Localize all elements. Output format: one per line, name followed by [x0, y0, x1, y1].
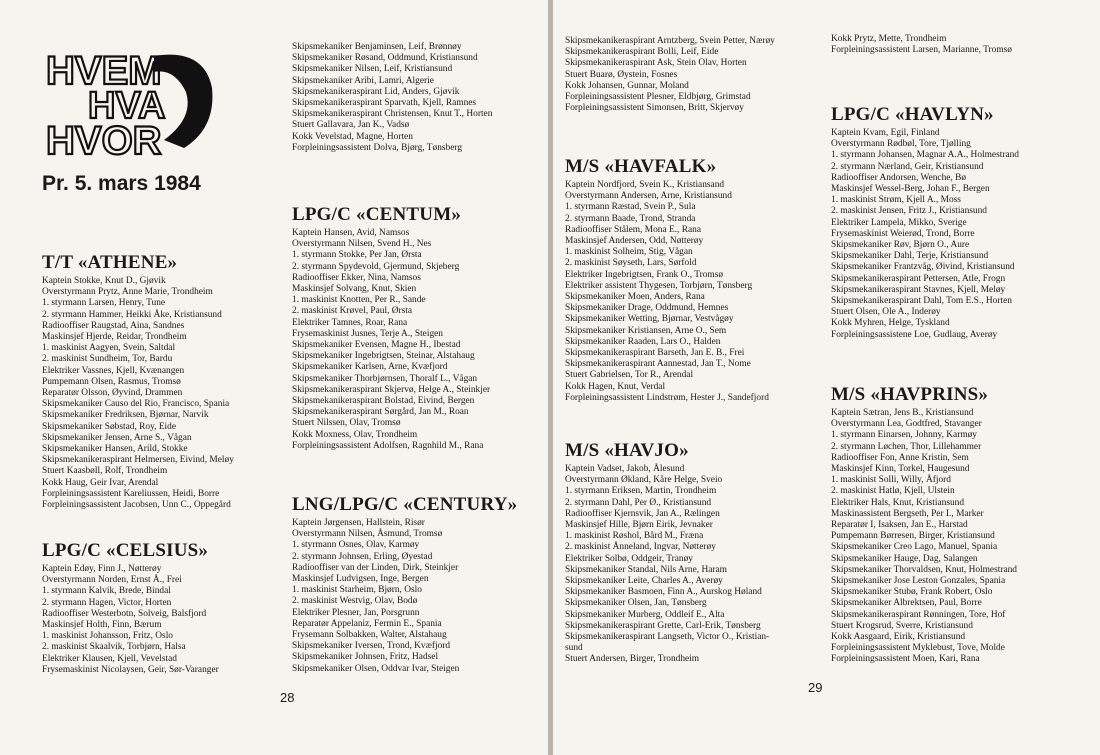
- logo-line3: HVOR: [46, 119, 162, 158]
- section-century: [292, 494, 542, 675]
- crew-entry: Skipsmekanikeraspirant Stavnes, Kjell, Meløy: [831, 284, 1006, 295]
- crew-entry: Elektriker Lampela, Mikko, Sverige: [831, 217, 967, 228]
- crew-entry: 1. maskinist Aagyen, Svein, Saltdal: [42, 343, 176, 354]
- crew-entry: Kokk Prytz, Mette, Trondheim: [831, 34, 947, 44]
- section-celsius-continued: [292, 42, 542, 154]
- crew-entry: Skipsmekaniker Thorbjørnsen, Thoralf L., Vågan: [292, 373, 478, 384]
- crew-entry: Skipsmekaniker Causo del Rio, Francisco, Spania: [42, 399, 230, 410]
- crew-entry: 1. maskinist Røshol, Bård M., Fræna: [565, 531, 704, 542]
- crew-entry: Radiooffiser Ekker, Nina, Namsos: [292, 272, 421, 283]
- page-number-left: 28: [280, 690, 295, 705]
- crew-entry: Skipsmekaniker Karlsen, Arne, Kvæfjord: [292, 362, 448, 373]
- section-century-continued: [565, 36, 820, 114]
- section-havprins: [831, 384, 1093, 666]
- crew-entry: Overstyrmann Lea, Godtfred, Stavanger: [831, 419, 982, 430]
- crew-entry: Kokk Johansen, Gunnar, Moland: [565, 80, 689, 91]
- crew-entry: Forpleiningsassistent Dolva, Bjørg, Tønsberg: [292, 142, 463, 153]
- crew-list-celsius: [42, 564, 282, 676]
- crew-list-centum: [292, 228, 542, 452]
- crew-list-havfalk: [565, 180, 820, 404]
- crew-entry: Skipsmekaniker Murberg, Oddleif E., Alta: [565, 609, 725, 620]
- crew-entry: Skipsmekaniker Creo Lago, Manuel, Spania: [831, 542, 998, 553]
- crew-list-athene: [42, 276, 282, 511]
- crew-entry: Skipsmekaniker Jensen, Arne S., Vågan: [42, 432, 192, 443]
- ship-title-havprins: M/S «HAVPRINS»: [831, 384, 989, 405]
- crew-entry: Frysemann Solbakken, Walter, Alstahaug: [292, 630, 447, 641]
- crew-entry: Kokk Hagen, Knut, Verdal: [565, 381, 666, 392]
- crew-entry: Skipsmekaniker Thorvaldsen, Knut, Holmestrand: [831, 564, 1017, 575]
- crew-entry: Skipsmekaniker Olsen, Jan, Tønsberg: [565, 598, 707, 609]
- crew-entry: Frysemaskinist Jusnes, Terje A., Steigen: [292, 328, 443, 339]
- ship-title-centum: LPG/C «CENTUM»: [292, 204, 462, 225]
- crew-entry: Skipsmekanikeraspirant Langseth, Victor O., Kristian-: [565, 632, 770, 643]
- ship-title-century: LNG/LPG/C «CENTURY»: [292, 494, 518, 515]
- crew-entry: 2. maskinist Krøvel, Paul, Ørsta: [292, 306, 413, 317]
- crew-entry: Overstyrmann Økland, Kåre Helge, Sveio: [565, 475, 723, 486]
- crew-entry: Stuert Kaasbøll, Rolf, Trondheim: [42, 466, 168, 477]
- crew-entry: Skipsmekaniker Hansen, Arild, Stokke: [42, 444, 188, 455]
- crew-entry: 1. styrmann Stokke, Per Jan, Ørsta: [292, 250, 422, 261]
- crew-entry: 2. styrmann Spydevold, Gjermund, Skjeberg: [292, 261, 460, 272]
- crew-entry: Elektriker Plesner, Jan, Porsgrunn: [292, 607, 420, 618]
- crew-entry: 2. styrmann Baade, Trond, Stranda: [565, 213, 696, 224]
- crew-entry: Skipsmekaniker Søbstad, Roy, Eide: [42, 421, 177, 432]
- crew-entry: Stuert Buarø, Øystein, Fosnes: [565, 69, 678, 80]
- section-havjo-continued: [831, 34, 1093, 56]
- crew-entry: Kaptein Nordfjord, Svein K., Kristiansand: [565, 180, 725, 190]
- crew-entry: Skipsmekaniker Albrektsen, Paul, Borre: [831, 598, 982, 609]
- crew-entry: sund: [565, 643, 583, 654]
- crew-entry: Skipsmekanikeraspirant Arntzberg, Svein Petter, Nærøy: [565, 36, 775, 46]
- crew-list-havprins: [831, 408, 1093, 666]
- ship-title-havfalk: M/S «HAVFALK»: [565, 156, 717, 177]
- crew-entry: Stuert Andersen, Birger, Trondheim: [565, 654, 700, 665]
- crew-entry: 2. maskinist Søyseth, Lars, Sørfold: [565, 258, 697, 269]
- section-athene: [42, 252, 282, 511]
- crew-entry: Skipsmekanikeraspirant Barseth, Jan E. B., Frei: [565, 348, 745, 359]
- crew-entry: Forpleiningsassistent Larsen, Marianne, Tromsø: [831, 45, 1012, 56]
- right-page: [553, 0, 1100, 755]
- crew-entry: Stuert Nilssen, Olav, Tromsø: [292, 418, 401, 429]
- crew-entry: 2. maskinist Hatlø, Kjell, Ulstein: [831, 486, 955, 497]
- crew-entry: Stuert Gallavara, Jan K., Vadsø: [292, 120, 410, 131]
- crew-entry: 1. styrmann Larsen, Henry, Tune: [42, 298, 166, 309]
- crew-list-century-cont: [565, 36, 820, 114]
- crew-entry: 2. styrmann Dahl, Per Ø., Kristiansund: [565, 497, 712, 508]
- crew-entry: Skipsmekaniker Raaden, Lars O., Halden: [565, 336, 721, 347]
- crew-entry: Radiooffiser Westerbotn, Solveig, Balsfjord: [42, 608, 207, 619]
- crew-entry: Overstyrmann Norden, Ernst Å., Frei: [42, 575, 182, 586]
- crew-entry: Kaptein Stokke, Knut D., Gjøvik: [42, 276, 166, 286]
- crew-entry: Forpleiningsassistent Adolfsen, Ragnhild M., Rana: [292, 440, 484, 451]
- crew-entry: 2. styrmann Nærland, Geir, Kristiansund: [831, 161, 984, 172]
- crew-entry: Forpleiningsassistent Moen, Kari, Rana: [831, 654, 980, 665]
- crew-entry: Radiooffiser Stålem, Mona E., Rana: [565, 224, 701, 235]
- crew-entry: Forpleiningsassistent Kareliussen, Heidi, Borre: [42, 488, 220, 499]
- crew-entry: Skipsmekaniker Frantzvåg, Øivind, Kristiansund: [831, 262, 1015, 273]
- crew-list-century: [292, 518, 542, 675]
- crew-entry: Skipsmekaniker Moen, Anders, Rana: [565, 292, 705, 303]
- crew-list-celsius-cont: [292, 42, 542, 154]
- page-number-right: 29: [808, 680, 823, 695]
- crew-entry: Skipsmekaniker Evensen, Magne H., Ibestad: [292, 340, 461, 351]
- crew-entry: 1. styrmann Eriksen, Martin, Trondheim: [565, 486, 717, 497]
- crew-entry: Skipsmekanikeraspirant Sørgård, Jan M., Roan: [292, 407, 469, 418]
- crew-entry: Overstyrmann Prytz, Anne Marie, Trondheim: [42, 287, 213, 298]
- crew-entry: Skipsmekaniker Johnsen, Fritz, Hadsel: [292, 652, 439, 663]
- crew-entry: Forpleiningsassistent Jacobsen, Unn C., Oppegård: [42, 500, 231, 511]
- crew-entry: Maskinsjef Kinn, Torkel, Haugesund: [831, 464, 970, 475]
- crew-entry: Overstyrmann Nilsen, Svend H., Nes: [292, 239, 432, 250]
- crew-entry: 2. maskinist Westvig, Olav, Bodø: [292, 596, 418, 607]
- crew-entry: Skipsmekanikeraspirant Rønningen, Tore, Hof: [831, 609, 1006, 620]
- crew-entry: Skipsmekaniker Nilsen, Leif, Kristiansund: [292, 64, 453, 75]
- logo-line2: HVA: [88, 85, 166, 127]
- crew-entry: 2. styrmann Hammer, Heikki Åke, Kristiansund: [42, 309, 222, 320]
- section-centum: [292, 204, 542, 452]
- crew-entry: Elektriker Hals, Knut, Kristiansund: [831, 497, 965, 508]
- ship-title-celsius: LPG/C «CELSIUS»: [42, 540, 209, 561]
- crew-entry: Maskinassistent Bergseth, Per I., Marker: [831, 508, 984, 519]
- crew-entry: Skipsmekaniker Basmoen, Finn A., Aurskog Høland: [565, 587, 762, 598]
- crew-list-havjo-cont: [831, 34, 1093, 56]
- crew-entry: Radiooffiser van der Linden, Dirk, Steinkjer: [292, 562, 459, 573]
- crew-entry: 1. maskinist Johansson, Fritz, Oslo: [42, 631, 173, 642]
- left-page: [0, 0, 548, 755]
- crew-entry: Maskinsjef Hjerde, Reidar, Trondheim: [42, 332, 187, 343]
- crew-entry: Skipsmekaniker Kristiansen, Arne O., Sem: [565, 325, 727, 336]
- crew-entry: Skipsmekaniker Stubø, Frank Robert, Oslo: [831, 587, 993, 598]
- crew-entry: 2. maskinist Ånneland, Ingvar, Nøtterøy: [565, 542, 716, 553]
- crew-entry: Skipsmekaniker Hauge, Dag, Salangen: [831, 553, 978, 564]
- crew-entry: Skipsmekaniker Wetting, Bjørnar, Vestvågøy: [565, 314, 734, 325]
- crew-entry: Skipsmekanikeraspirant Pettersen, Atle, Frogn: [831, 273, 1006, 284]
- crew-entry: Kokk Myhren, Helge, Tyskland: [831, 318, 950, 329]
- crew-entry: Reparatør Olsson, Øyvind, Drammen: [42, 388, 183, 399]
- ship-title-havlyn: LPG/C «HAVLYN»: [831, 104, 994, 125]
- crew-entry: 1. styrmann Osnes, Olav, Karmøy: [292, 540, 420, 551]
- crew-entry: Skipsmekanikeraspirant Bolli, Leif, Eide: [565, 47, 719, 58]
- crew-entry: Frysemaskinist Weierød, Trond, Borre: [831, 228, 975, 239]
- crew-entry: Skipsmekaniker Iversen, Trond, Kvæfjord: [292, 641, 451, 652]
- crew-entry: 2. styrmann Hagen, Victor, Horten: [42, 597, 172, 608]
- crew-entry: Skipsmekanikeraspirant Bolstad, Eivind, Bergen: [292, 396, 475, 407]
- hvem-hva-hvor-logo: [44, 48, 240, 158]
- crew-entry: Stuert Gabrielsen, Tor R., Arendal: [565, 370, 694, 381]
- crew-entry: Kokk Haug, Geir Ivar, Arendal: [42, 477, 159, 488]
- crew-entry: 2. styrmann Løchen, Thor, Lillehammer: [831, 441, 982, 452]
- crew-entry: Maskinsjef Ludvigsen, Inge, Bergen: [292, 574, 429, 585]
- crew-entry: 1. maskinist Starheim, Bjørn, Oslo: [292, 585, 422, 596]
- section-havfalk: [565, 156, 820, 404]
- crew-entry: Stuert Krogsrud, Sverre, Kristiansund: [831, 620, 973, 631]
- crew-entry: Reparatør I, Isaksen, Jan E., Harstad: [831, 520, 968, 531]
- crew-entry: Elektriker assistent Thygesen, Torbjørn, Tønsberg: [565, 280, 753, 291]
- crew-entry: 1. maskinist Strøm, Kjell A., Moss: [831, 195, 961, 206]
- crew-entry: Kaptein Vadset, Jakob, Ålesund: [565, 464, 685, 474]
- crew-entry: Stuert Olsen, Ole A., Inderøy: [831, 307, 941, 318]
- crew-entry: Kaptein Sætran, Jens B., Kristiansund: [831, 408, 974, 418]
- crew-entry: Skipsmekanikeraspirant Aannestad, Jan T., Nome: [565, 359, 751, 370]
- crew-entry: Maskinsjef Holth, Finn, Bærum: [42, 620, 162, 631]
- crew-entry: 1. maskinist Solheim, Stig, Vågan: [565, 247, 693, 258]
- crew-entry: 1. maskinist Knotten, Per R., Sande: [292, 295, 426, 306]
- crew-entry: Skipsmekaniker Standal, Nils Arne, Haram: [565, 564, 727, 575]
- crew-entry: Skipsmekaniker Leite, Charles A., Averøy: [565, 576, 723, 587]
- crew-list-havjo: [565, 464, 820, 666]
- crew-entry: Forpleiningsassistent Plesner, Eldbjørg, Grimstad: [565, 92, 751, 103]
- crew-entry: Skipsmekanikeraspirant Grette, Carl-Erik, Tønsberg: [565, 620, 761, 631]
- crew-entry: Forpleiningsassistent Simonsen, Britt, Skjervøy: [565, 103, 744, 114]
- crew-entry: Skipsmekaniker Olsen, Oddvar Ivar, Steigen: [292, 663, 460, 674]
- crew-entry: Skipsmekanikeraspirant Christensen, Knut T., Horten: [292, 109, 493, 120]
- crew-entry: Kokk Moxness, Olav, Trondheim: [292, 429, 418, 440]
- crew-entry: Kaptein Kvam, Egil, Finland: [831, 128, 940, 138]
- crew-entry: 1. styrmann Ræstad, Svein P., Sula: [565, 202, 696, 213]
- crew-entry: Radiooffiser Kjernsvik, Jan A., Rælingen: [565, 508, 720, 519]
- crew-entry: Elektriker Klausen, Kjell, Vevelstad: [42, 653, 177, 664]
- crew-entry: Maskinsjef Solvang, Knut, Skien: [292, 284, 417, 295]
- crew-entry: Skipsmekanikeraspirant Dahl, Tom E.S., Horten: [831, 296, 1012, 307]
- crew-entry: Maskinsjef Wessel-Berg, Johan F., Bergen: [831, 184, 990, 195]
- crew-entry: Skipsmekaniker Dahl, Terje, Kristiansund: [831, 251, 989, 262]
- crew-entry: Skipsmekaniker Fredriksen, Bjørnar, Narvik: [42, 410, 209, 421]
- crew-entry: Overstyrmann Nilsen, Åsmund, Tromsø: [292, 529, 443, 540]
- crew-entry: 1. styrmann Johansen, Magnar A.A., Holmestrand: [831, 150, 1019, 161]
- crew-entry: Skipsmekanikeraspirant Lid, Anders, Gjøvik: [292, 86, 460, 97]
- crew-entry: Radiooffiser Raugstad, Aina, Sandnes: [42, 320, 185, 331]
- crew-entry: 1. styrmann Kalvik, Brede, Bindal: [42, 586, 171, 597]
- section-havjo: [565, 440, 820, 666]
- issue-date-block: [42, 172, 201, 196]
- crew-entry: Pumpemann Olsen, Rasmus, Tromsø: [42, 376, 181, 387]
- crew-entry: 2. maskinist Sundheim, Tor, Bardu: [42, 354, 173, 365]
- crew-entry: 1. maskinist Solli, Willy, Åfjord: [831, 475, 951, 486]
- crew-entry: Skipsmekanikeraspirant Helmersen, Eivind, Meløy: [42, 455, 234, 466]
- crew-entry: 2. maskinist Jensen, Fritz J., Kristiansund: [831, 206, 987, 217]
- ship-title-athene: T/T «ATHENE»: [42, 252, 178, 273]
- crew-entry: Skipsmekaniker Røsand, Oddmund, Kristiansund: [292, 53, 478, 64]
- issue-date: Pr. 5. mars 1984: [42, 172, 201, 195]
- crew-entry: Radiooffiser Fon, Anne Kristin, Sem: [831, 452, 969, 463]
- crew-entry: Skipsmekanikeraspirant Ask, Stein Olav, Horten: [565, 58, 747, 69]
- crew-entry: Skipsmekaniker Ingebrigtsen, Steinar, Alstahaug: [292, 351, 475, 362]
- section-celsius: [42, 540, 282, 676]
- crew-entry: Kaptein Hansen, Avid, Namsos: [292, 228, 410, 238]
- crew-entry: Elektriker Tamnes, Roar, Rana: [292, 317, 408, 328]
- crew-entry: Forpleiningsassistent Myklebust, Tove, Molde: [831, 643, 1005, 654]
- crew-entry: 1. styrmann Einarsen, Johnny, Karmøy: [831, 430, 977, 441]
- crew-entry: 2. styrmann Johnsen, Erling, Øyestad: [292, 551, 433, 562]
- section-havlyn: [831, 104, 1093, 341]
- crew-entry: Elektriker Solbø, Oddgeir, Tranøy: [565, 553, 693, 564]
- crew-entry: Skipsmekaniker Drage, Oddmund, Hemnes: [565, 303, 729, 314]
- crew-entry: Elektriker Vassnes, Kjell, Kvænangen: [42, 365, 185, 376]
- crew-entry: Skipsmekaniker Røv, Bjørn O., Aure: [831, 240, 970, 251]
- crew-entry: Skipsmekaniker Benjaminsen, Leif, Brønnøy: [292, 42, 462, 52]
- ship-title-havjo: M/S «HAVJO»: [565, 440, 689, 461]
- crew-entry: 2. maskinist Skaalvik, Torbjørn, Halsa: [42, 642, 186, 653]
- crew-entry: Skipsmekaniker Jose Leston Gonzales, Spania: [831, 576, 1006, 587]
- crew-entry: Skipsmekaniker Aribi, Lamri, Algerie: [292, 75, 434, 86]
- crew-entry: Kokk Vevelstad, Magne, Horten: [292, 131, 413, 142]
- crew-entry: Frysemaskinist Nicolaysen, Geir, Sør-Varanger: [42, 664, 219, 675]
- crew-entry: Forpleiningsassistent Lindstrøm, Hester J., Sandefjord: [565, 392, 769, 403]
- crew-entry: Radiooffiser Andorsen, Wenche, Bø: [831, 172, 967, 183]
- crew-entry: Kokk Aasgaard, Eirik, Kristiansund: [831, 632, 966, 643]
- crew-entry: Overstyrmann Rødbøl, Tore, Tjølling: [831, 139, 971, 150]
- logo-line1: HVEM: [46, 49, 162, 93]
- crew-entry: Maskinsjef Hille, Bjørn Eirik, Jevnaker: [565, 520, 713, 531]
- crew-entry: Skipsmekanikeraspirant Sparvath, Kjell, Ramnes: [292, 98, 477, 109]
- crew-entry: Reparatør Appelaniz, Fermin E., Spania: [292, 618, 442, 629]
- crew-list-havlyn: [831, 128, 1093, 341]
- crew-entry: Elektriker Ingebrigtsen, Frank O., Tromsø: [565, 269, 724, 280]
- crew-entry: Kaptein Edøy, Finn J., Nøtterøy: [42, 564, 162, 574]
- crew-entry: Kaptein Jørgensen, Hallstein, Risør: [292, 518, 425, 528]
- crew-entry: Forpleiningsassistene Loe, Gudlaug, Averøy: [831, 329, 998, 340]
- crew-entry: Skipsmekanikeraspirant Skjervø, Helge A., Steinkjer: [292, 384, 491, 395]
- crew-entry: Pumpemann Børresen, Birger, Kristiansund: [831, 531, 995, 542]
- crew-entry: Maskinsjef Andersen, Odd, Nøtterøy: [565, 236, 704, 247]
- crew-entry: Overstyrmann Andersen, Arne, Kristiansund: [565, 191, 732, 202]
